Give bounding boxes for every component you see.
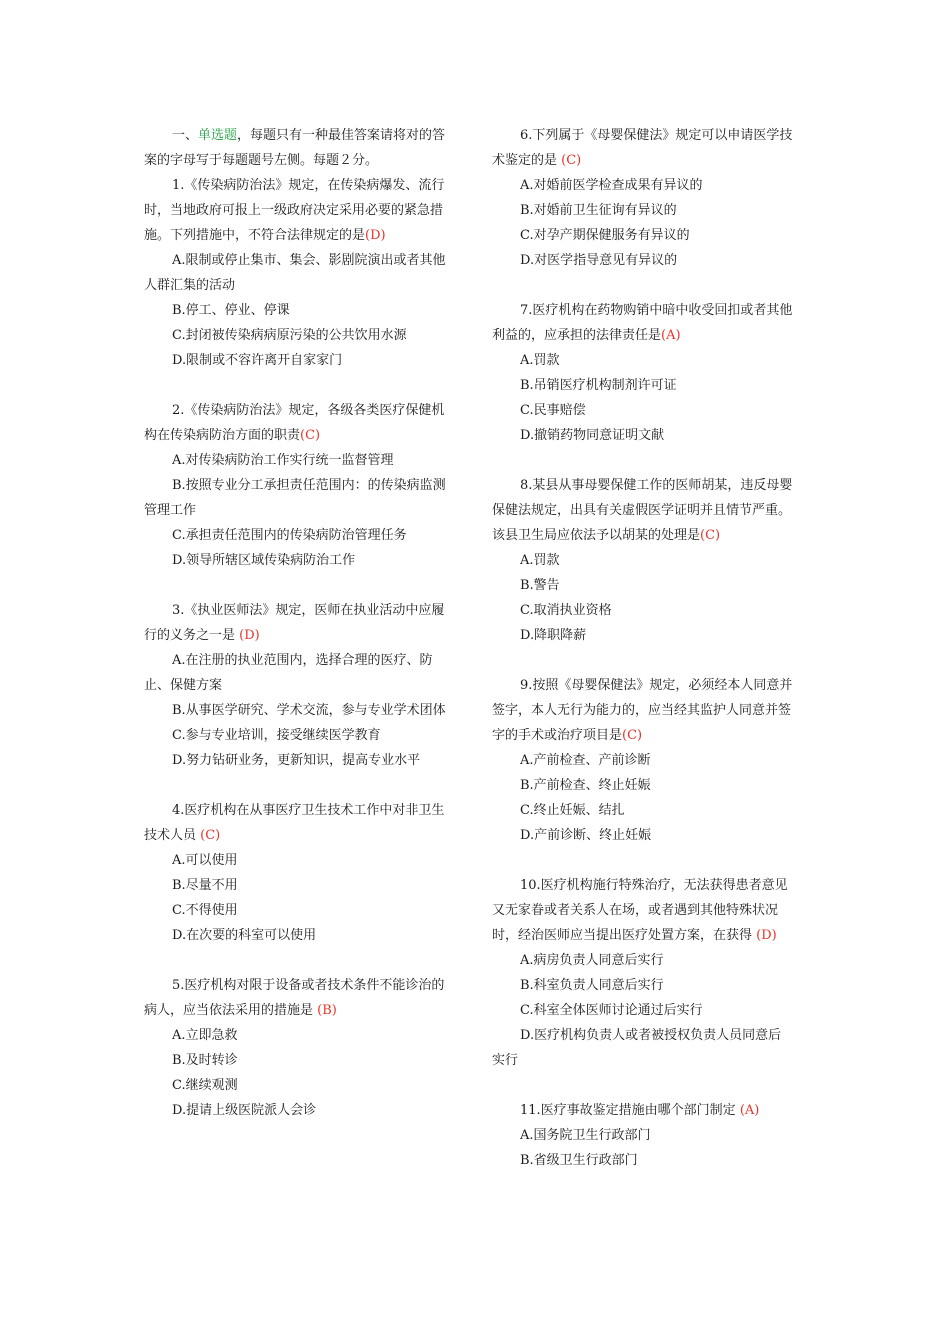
question-2 — [144, 398, 446, 573]
option: A.限制或停止集市、集会、影剧院演出或者其他人群汇集的活动 — [144, 253, 446, 293]
question-stem: 4.医疗机构在从事医疗卫生技术工作中对非卫生技术人员 (C) — [144, 803, 445, 843]
option: C.封闭被传染病病原污染的公共饮用水源 — [172, 328, 407, 343]
answer-label: (C) — [300, 428, 321, 443]
answer-label: (D) — [365, 228, 386, 243]
option: B.警告 — [520, 578, 560, 593]
question-stem: 6.下列属于《母婴保健法》规定可以申请医学技术鉴定的是 (C) — [492, 128, 793, 168]
option: B.科室负责人同意后实行 — [520, 978, 664, 993]
option: C.终止妊娠、结扎 — [520, 803, 625, 818]
option: A.国务院卫生行政部门 — [520, 1128, 651, 1143]
answer-label: (C) — [622, 728, 643, 743]
question-6 — [492, 123, 794, 273]
question-stem: 2.《传染病防治法》规定，各级各类医疗保健机构在传染病防治方面的职责(C) — [144, 403, 445, 443]
option: B.及时转诊 — [172, 1053, 238, 1068]
question-5 — [144, 973, 446, 1123]
option: D.在次要的科室可以使用 — [172, 928, 317, 943]
answer-label: (C) — [561, 153, 582, 168]
option: D.提请上级医院派人会诊 — [172, 1103, 317, 1118]
option: B.省级卫生行政部门 — [520, 1153, 638, 1168]
option: D.医疗机构负责人或者被授权负责人员同意后实行 — [492, 1028, 782, 1068]
question-8 — [492, 473, 794, 648]
answer-label: (B) — [313, 1003, 337, 1018]
option: C.继续观测 — [172, 1078, 238, 1093]
option: A.对婚前医学检查成果有异议的 — [520, 178, 703, 193]
question-stem: 1.《传染病防治法》规定，在传染病爆发、流行时，当地政府可报上一级政府决定采用必要的紧急措施。下列措施中，不符合法律规定的是(D) — [144, 178, 445, 243]
option: C.民事赔偿 — [520, 403, 586, 418]
question-stem: 7.医疗机构在药物购销中暗中收受回扣或者其他利益的，应承担的法律责任是(A) — [492, 303, 793, 343]
answer-label: (C) — [700, 528, 721, 543]
intro-prefix: 一、 — [172, 128, 199, 143]
option: A.罚款 — [520, 353, 560, 368]
question-stem: 8.某县从事母婴保健工作的医师胡某，违反母婴保健法规定，出具有关虚假医学证明并且情节严重。该县卫生局应依法予以胡某的处理是(C) — [492, 478, 793, 543]
right-column — [492, 123, 794, 1173]
question-stem: 3.《执业医师法》规定，医师在执业活动中应履行的义务之一是 (D) — [144, 603, 445, 643]
option: A.病房负责人同意后实行 — [520, 953, 664, 968]
question-3 — [144, 598, 446, 773]
question-9 — [492, 673, 794, 848]
option: A.罚款 — [520, 553, 560, 568]
option: A.立即急救 — [172, 1028, 238, 1043]
intro-text: ，每题只有一种最佳答案请将对的答案的字母写于每题题号左侧。每题２分。 — [144, 128, 446, 168]
option: D.领导所辖区域传染病防治工作 — [172, 553, 356, 568]
question-4 — [144, 798, 446, 948]
option: B.产前检查、终止妊娠 — [520, 778, 651, 793]
question-stem: 9.按照《母婴保健法》规定，必须经本人同意并签字，本人无行为能力的，应当经其监护人同意并签字的手术或治疗项目是(C) — [492, 678, 793, 743]
option: B.吊销医疗机构制剂许可证 — [520, 378, 677, 393]
option: A.可以使用 — [172, 853, 238, 868]
question-7 — [492, 298, 794, 448]
question-11 — [492, 1098, 794, 1173]
answer-label: (C) — [200, 828, 221, 843]
answer-label: (D) — [239, 628, 260, 643]
question-stem: 10.医疗机构施行特殊治疗，无法获得患者意见又无家眷或者关系人在场，或者遇到其他特殊状况时，经治医师应当提出医疗处置方案，在获得 (D) — [492, 878, 788, 943]
question-10 — [492, 873, 794, 1073]
option: B.从事医学研究、学术交流，参与专业学术团体 — [172, 703, 446, 718]
answer-label: (A) — [661, 328, 681, 343]
option: A.对传染病防治工作实行统一监督管理 — [172, 453, 394, 468]
option: D.降职降薪 — [520, 628, 587, 643]
question-1 — [144, 173, 446, 373]
answer-label: (A) — [739, 1103, 760, 1118]
left-column — [144, 123, 446, 1123]
option: D.限制或不容许离开自家家门 — [172, 353, 343, 368]
option: D.产前诊断、终止妊娠 — [520, 828, 652, 843]
option: C.承担责任范围内的传染病防治管理任务 — [172, 528, 407, 543]
section-title: 单选题 — [198, 128, 238, 143]
option: B.尽量不用 — [172, 878, 238, 893]
option: C.对孕产期保健服务有异议的 — [520, 228, 690, 243]
question-stem: 5.医疗机构对限于设备或者技术条件不能诊治的病人，应当依法采用的措施是 (B) — [144, 978, 445, 1018]
option: C.不得使用 — [172, 903, 238, 918]
option: C.参与专业培训，接受继续医学教育 — [172, 728, 381, 743]
option: C.科室全体医师讨论通过后实行 — [520, 1003, 703, 1018]
option: A.在注册的执业范围内，选择合理的医疗、防止、保健方案 — [144, 653, 433, 693]
section-intro — [144, 123, 446, 173]
question-stem: 11.医疗事故鉴定措施由哪个部门制定 (A) — [520, 1103, 760, 1118]
answer-label: (D) — [756, 928, 777, 943]
option: D.努力钻研业务，更新知识，提高专业水平 — [172, 753, 421, 768]
option: A.产前检查、产前诊断 — [520, 753, 651, 768]
option: B.对婚前卫生征询有异议的 — [520, 203, 677, 218]
option: D.撤销药物同意证明文献 — [520, 428, 665, 443]
option: B.按照专业分工承担责任范围内：的传染病监测管理工作 — [144, 478, 446, 518]
option: B.停工、停业、停课 — [172, 303, 290, 318]
option: C.取消执业资格 — [520, 603, 612, 618]
option: D.对医学指导意见有异议的 — [520, 253, 678, 268]
